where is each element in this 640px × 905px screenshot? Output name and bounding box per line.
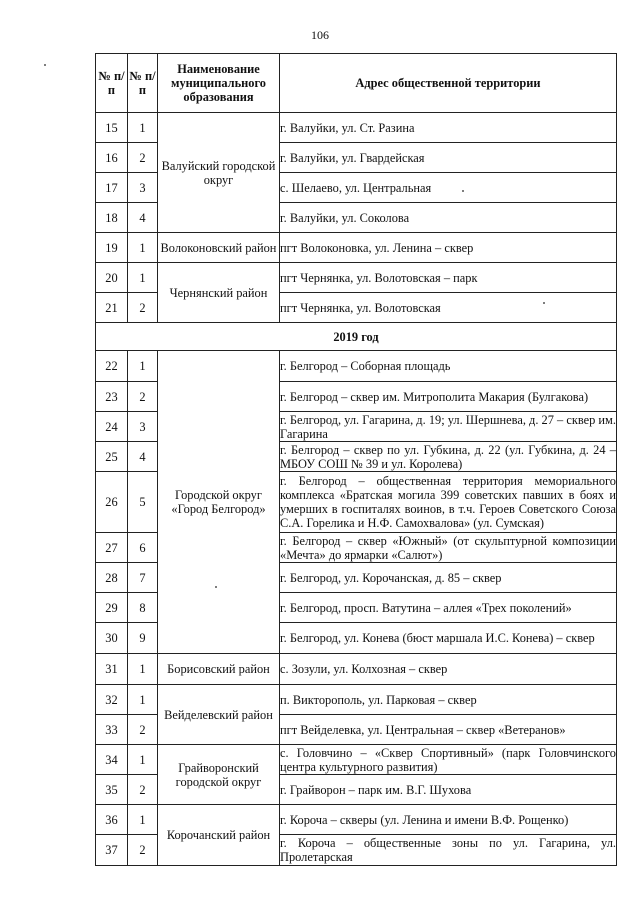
cell-address: г. Белгород – общественная территория мемориального комплекса «Братская могила 399 советских павших в боях и умерших в госпиталях воинов, в т.ч. Героев Советского Союза С.А. Горелика и Н.Ф. Самохвалова» (ул. Сумская): [280, 472, 617, 533]
table-row: [96, 351, 617, 382]
cell-num-global: 37: [96, 835, 128, 866]
year-section-row: [96, 323, 617, 351]
cell-num-global: 30: [96, 623, 128, 654]
cell-num-global: 24: [96, 412, 128, 442]
cell-num-local: 4: [128, 203, 158, 233]
cell-address: пгт Вейделевка, ул. Центральная – сквер «Ветеранов»: [280, 715, 617, 745]
cell-municipality: Чернянский район: [158, 263, 280, 323]
table-row: [96, 113, 617, 143]
cell-num-global: 21: [96, 293, 128, 323]
cell-address: с. Зозули, ул. Колхозная – сквер: [280, 654, 617, 685]
cell-address: пгт Волоконовка, ул. Ленина – сквер: [280, 233, 617, 263]
cell-num-global: 26: [96, 472, 128, 533]
cell-num-local: 8: [128, 593, 158, 623]
table-row: [96, 263, 617, 293]
cell-address: г. Валуйки, ул. Соколова: [280, 203, 617, 233]
cell-num-global: 19: [96, 233, 128, 263]
cell-num-local: 1: [128, 113, 158, 143]
cell-num-global: 16: [96, 143, 128, 173]
cell-num-local: 2: [128, 143, 158, 173]
cell-num-global: 25: [96, 442, 128, 472]
cell-num-global: 18: [96, 203, 128, 233]
cell-address: с. Головчино – «Сквер Спортивный» (парк Головчинского центра культурного развития): [280, 745, 616, 774]
cell-municipality: Грайворонский городской округ: [158, 745, 280, 805]
cell-address: г. Белгород – сквер по ул. Губкина, д. 22 (ул. Губкина, д. 24 – МБОУ СОШ № 39 и ул. Королева): [280, 442, 616, 471]
cell-num-global: 33: [96, 715, 128, 745]
cell-num-local: 2: [128, 775, 158, 805]
cell-num-global: 23: [96, 382, 128, 412]
cell-address: г. Белгород, ул. Конева (бюст маршала И.С. Конева) – сквер: [280, 623, 617, 654]
cell-municipality: Волоконовский район: [158, 233, 280, 263]
cell-num-local: 1: [128, 351, 158, 382]
cell-address: г. Белгород – сквер им. Митрополита Макария (Булгакова): [280, 382, 617, 412]
cell-num-global: 22: [96, 351, 128, 382]
cell-address: п. Викторополь, ул. Парковая – сквер: [280, 685, 617, 715]
cell-address: пгт Чернянка, ул. Волотовская – парк: [280, 263, 617, 293]
header-num-global: № п/п: [96, 54, 128, 113]
cell-num-global: 34: [96, 745, 128, 775]
cell-num-global: 36: [96, 805, 128, 835]
cell-num-global: 15: [96, 113, 128, 143]
cell-num-global: 31: [96, 654, 128, 685]
cell-num-global: 20: [96, 263, 128, 293]
table-row: [96, 233, 617, 263]
cell-municipality: Валуйский городской округ: [158, 113, 280, 233]
cell-num-local: 2: [128, 835, 158, 866]
cell-address: г. Белгород, ул. Гагарина, д. 19; ул. Шершнева, д. 27 – сквер им. Гагарина: [280, 412, 616, 441]
cell-address: г. Белгород, ул. Корочанская, д. 85 – сквер: [280, 563, 617, 593]
cell-num-global: 27: [96, 533, 128, 563]
cell-num-global: 32: [96, 685, 128, 715]
cell-municipality: Борисовский район: [158, 654, 280, 685]
cell-num-global: 29: [96, 593, 128, 623]
cell-num-local: 3: [128, 412, 158, 442]
table-header-row: [96, 54, 617, 113]
cell-num-global: 17: [96, 173, 128, 203]
scan-speck: [44, 64, 46, 66]
cell-address: г. Грайворон – парк им. В.Г. Шухова: [280, 775, 617, 805]
table-row: [96, 745, 617, 775]
cell-num-local: 1: [128, 685, 158, 715]
cell-municipality: Корочанский район: [158, 805, 280, 866]
page-number: 106: [311, 28, 329, 42]
cell-num-local: 1: [128, 654, 158, 685]
cell-num-global: 28: [96, 563, 128, 593]
cell-address: г. Короча – скверы (ул. Ленина и имени В.Ф. Рощенко): [280, 805, 617, 835]
cell-municipality: Вейделевский район: [158, 685, 280, 745]
cell-num-local: 2: [128, 293, 158, 323]
year-section-label: 2019 год: [96, 323, 617, 351]
cell-municipality: Городской округ «Город Белгород»: [158, 351, 280, 654]
cell-address: г. Белгород, просп. Ватутина – аллея «Трех поколений»: [280, 593, 617, 623]
table-row: [96, 685, 617, 715]
cell-num-local: 6: [128, 533, 158, 563]
cell-address: с. Шелаево, ул. Центральная: [280, 173, 617, 203]
header-municipality: Наименование муниципального образования: [158, 54, 280, 113]
cell-num-local: 2: [128, 382, 158, 412]
cell-num-local: 4: [128, 442, 158, 472]
cell-address: г. Белгород – Соборная площадь: [280, 351, 617, 382]
cell-num-local: 5: [128, 472, 158, 533]
cell-num-local: 1: [128, 745, 158, 775]
cell-num-local: 2: [128, 715, 158, 745]
header-num-local: № п/п: [128, 54, 158, 113]
cell-num-local: 1: [128, 805, 158, 835]
table-row: [96, 654, 617, 685]
cell-num-local: 1: [128, 233, 158, 263]
cell-address: г. Валуйки, ул. Гвардейская: [280, 143, 617, 173]
cell-address: г. Короча – общественные зоны по ул. Гагарина, ул. Пролетарская: [280, 836, 616, 864]
table-row: [96, 805, 617, 835]
cell-address: пгт Чернянка, ул. Волотовская: [280, 293, 617, 323]
cell-num-local: 9: [128, 623, 158, 654]
header-address: Адрес общественной территории: [280, 54, 617, 113]
cell-num-local: 7: [128, 563, 158, 593]
cell-num-local: 3: [128, 173, 158, 203]
cell-num-local: 1: [128, 263, 158, 293]
cell-address: г. Валуйки, ул. Ст. Разина: [280, 113, 617, 143]
cell-num-global: 35: [96, 775, 128, 805]
territories-table: [95, 53, 617, 866]
cell-address: г. Белгород – сквер «Южный» (от скульптурной композиции «Мечта» до ярмарки «Салют»): [280, 533, 616, 562]
